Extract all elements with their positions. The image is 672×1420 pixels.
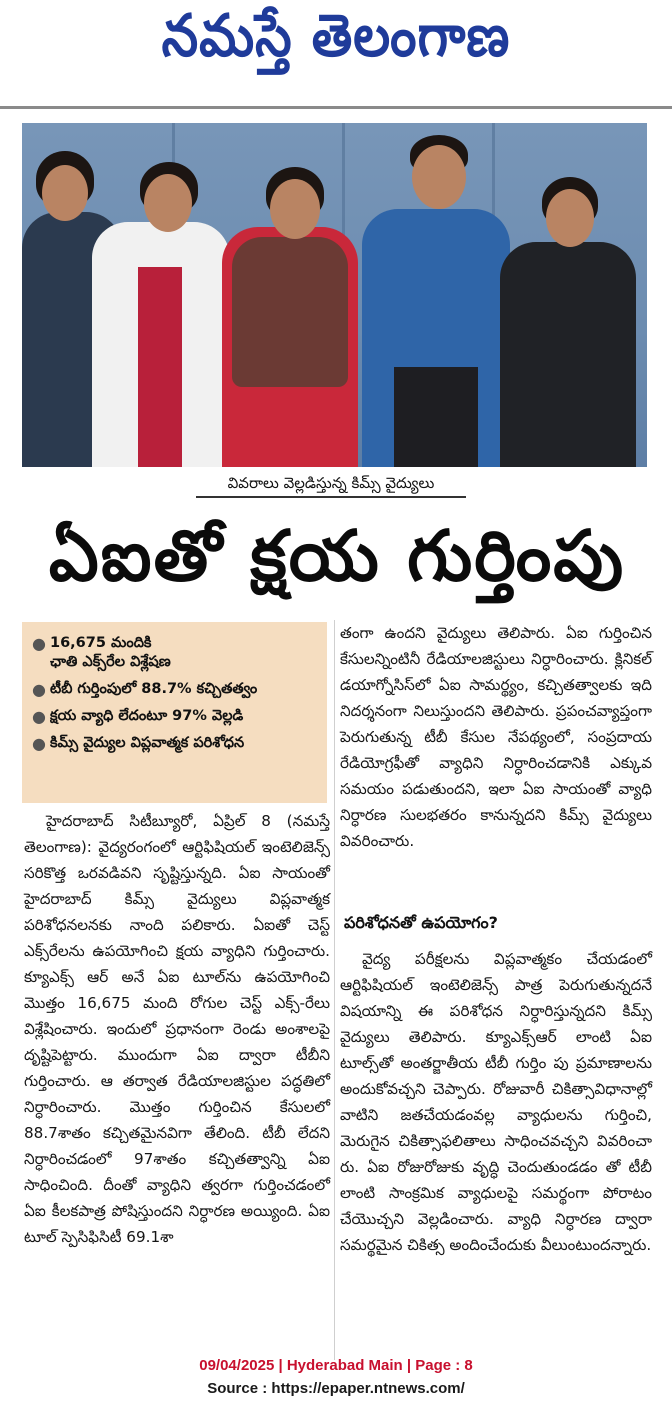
highlights-box: [22, 622, 327, 803]
article-paragraph: వైద్య పరీక్షలను విప్లవాత్మకం చేయడంలో ఆర్టిఫిషియల్ ఇంటెలిజెన్స్ పాత్ర పెరుగుతున్నదనే విషయాన్ని ఈ పరిశోధన నిర్ధారిస్తున్నదని కిమ్స్ వైద్యులు తెలిపారు. క్యూఎక్స్‌ఆర్ లాంటి ఏఐ టూల్స్‌తో అంతర్జాతీయ టీబీ గుర్తిం పు ప్రమాణాలను అందుకోవచ్చని చెప్పారు. రోజువారీ చికిత్సావిధానాల్లో వాటిని జతచేయడంవల్ల వ్యాధులను గుర్తించి, మెరుగైన చికిత్సాఫలితాలు సాధించవచ్చని వివరించా రు. ఏఐ రోజురోజుకు వృద్ధి చెందుతుండడం తో టీబీ లాంటి సాంక్రమిక వ్యాధులపై సమర్థంగా పోరాటం చేయొచ్చని వెల్లడించారు. వ్యాధి నిర్ధారణ ద్వారా సమర్థమైన చికిత్స అందించేందుకు వీలుంటుందన్నారు.: [340, 950, 652, 1254]
bullet-icon: ●: [32, 634, 46, 653]
bullet-icon: ●: [32, 734, 46, 753]
edition-info: 09/04/2025 | Hyderabad Main | Page : 8: [199, 1357, 473, 1374]
person-figure: [500, 177, 640, 467]
highlight-item: [32, 680, 319, 699]
newspaper-logo: నమస్తే తెలంగాణ: [161, 2, 511, 70]
highlight-text: ఛాతి ఎక్స్‌రేల విశ్లేషణ: [50, 654, 171, 670]
masthead: [0, 0, 672, 86]
highlight-item: [32, 734, 319, 753]
article-column-right-top: [340, 620, 652, 854]
photo-caption: వివరాలు వెల్లడిస్తున్న కిమ్స్ వైద్యులు: [196, 470, 466, 498]
highlight-text: 16,675 మందికి: [50, 635, 152, 651]
article-column-left: [24, 808, 330, 1250]
bullet-icon: ●: [32, 680, 46, 699]
page-footer: [0, 1354, 672, 1400]
highlight-item: [32, 634, 319, 672]
highlight-text: కిమ్స్ వైద్యుల విప్లవాత్మక పరిశోధన: [50, 735, 245, 751]
masthead-rule: [0, 106, 672, 109]
section-subheading: పరిశోధనతో ఉపయోగం?: [344, 913, 498, 932]
person-figure: [362, 129, 512, 467]
news-photo: [22, 123, 647, 467]
article-column-right-bottom: [340, 946, 652, 1258]
article-paragraph: తంగా ఉందని వైద్యులు తెలిపారు. ఏఐ గుర్తించిన కేసులన్నింటినీ రేడియాలజిస్టులు నిర్ధారించారు. క్లినికల్ డయాగ్నోసిస్‌లో ఏఐ సామర్థ్యం, కచ్చితత్వాలకు ఇది నిదర్శనంగా నిలుస్తుందని తెలిపారు. ప్రపంచవ్యాప్తంగా పెరుగుతున్న టీబీ కేసుల నేపథ్యంలో, సంప్రదాయ రేడియోగ్రఫీతో వ్యాధిని నిర్ధారించడానికి ఎక్కువ సమయం పడుతుందని, ఇలా ఏఐ సాయంతో వ్యాధి నిర్ధారణ సులభతరం కానున్నదని కిమ్స్ వైద్యులు వివరించారు.: [340, 624, 652, 850]
column-divider: [334, 620, 335, 1360]
article-paragraph: హైదరాబాద్ సిటీబ్యూరో, ఏప్రిల్ 8 (నమస్తే తెలంగాణ): వైద్యరంగంలో ఆర్టిఫిషియల్ ఇంటెలిజెన్స్ సరికొత్త ఒరవడివని సృష్టిస్తున్నది. ఏఐ సాయంతో హైదరాబాద్ కిమ్స్ వైద్యులు విప్లవాత్మక పరిశోధనలనకు నాంది పలికారు. ఏఐతో చెస్ట్ ఎక్స్‌రేలను ఉపయోగించి క్షయ వ్యాధిని గుర్తించారు. క్యూఎక్స్ ఆర్ అనే ఏఐ టూల్‌ను ఉపయోగించి మొత్తం 16,675 మంది రోగుల చెస్ట్ ఎక్స్-రేలు విశ్లేషించారు. ఇందులో ప్రధానంగా రెండు అంశాలపై దృష్టిపెట్టారు. ముందుగా ఏఐ ద్వారా టీబీని గుర్తించారు. ఆ తర్వాత రేడియాలజిస్టుల పద్ధతిలో నిర్ధారించారు. మొత్తం గుర్తించిన కేసులలో 88.7శాతం కచ్చితమైనవిగా తేలింది. టీబీ లేదని నిర్ధారించడంలో 97శాతం కచ్చితత్వాన్ని ఏఐ సాధించింది. దీంతో వ్యాధిని త్వరగా గుర్తించడంలో ఏఐ కీలకపాత్ర పోషిస్తుందని నిర్ధారణ అయ్యింది. ఏఐ టూల్ స్పెసిఫిసిటీ 69.1శా: [24, 812, 330, 1246]
source-link[interactable]: Source : https://epaper.ntnews.com/: [207, 1380, 465, 1397]
bullet-icon: ●: [32, 707, 46, 726]
highlight-text: టీబీ గుర్తింపులో 88.7% కచ్చితత్వం: [50, 681, 258, 697]
person-figure: [92, 142, 232, 467]
highlight-text: క్షయ వ్యాధి లేదంటూ 97% వెల్లడి: [50, 708, 244, 724]
highlight-item: [32, 707, 319, 726]
person-figure: [222, 147, 362, 467]
headline: ఏఐతో క్షయ గుర్తింపు: [48, 515, 626, 597]
